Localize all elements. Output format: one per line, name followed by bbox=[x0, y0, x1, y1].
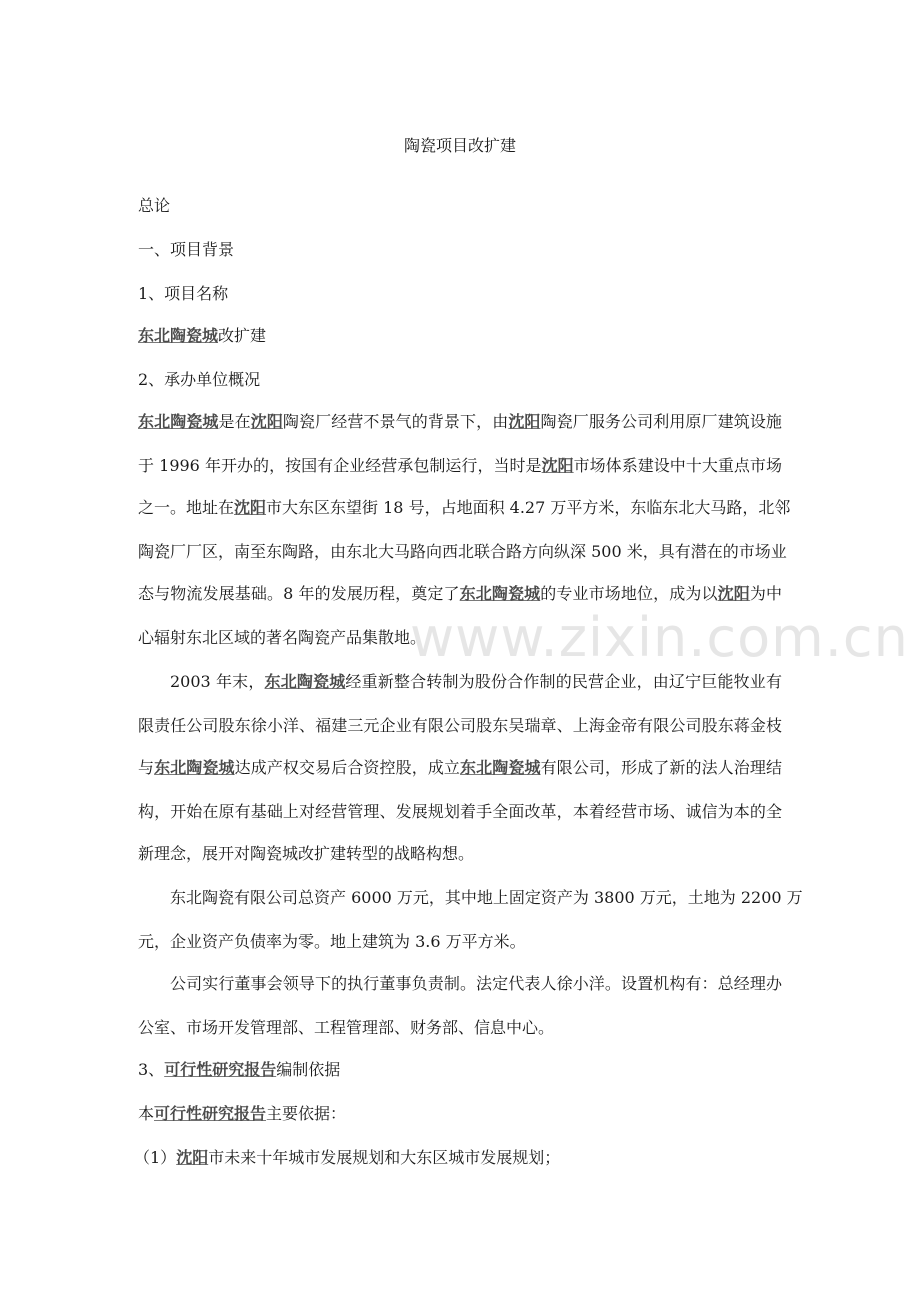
link-shenyang[interactable]: 沈阳 bbox=[250, 412, 283, 431]
text-span: 是在 bbox=[218, 412, 251, 431]
link-dongbei-ceramics-city[interactable]: 东北陶瓷城 bbox=[459, 584, 541, 603]
heading-organizer: 2、承办单位概况 bbox=[138, 370, 261, 389]
heading-feasibility-basis bbox=[138, 1060, 340, 1080]
text-span: 市大东区东望街 18 号，占地面积 4.27 万平方米，东临东北大马路，北邻 bbox=[266, 498, 791, 517]
link-dongbei-ceramics-city[interactable]: 东北陶瓷城 bbox=[154, 758, 235, 777]
p2-line-5: 新理念，展开对陶瓷城改扩建转型的战略构想。 bbox=[138, 844, 475, 863]
link-shenyang[interactable]: 沈阳 bbox=[234, 498, 267, 517]
p2-line-2: 限责任公司股东徐小洋、福建三元企业有限公司股东吴瑞章、上海金帝有限公司股东蒋金枝 bbox=[138, 716, 782, 735]
text-span: 为中 bbox=[749, 584, 782, 603]
p3-line-2: 元，企业资产负债率为零。地上建筑为 3.6 万平方米。 bbox=[138, 932, 526, 951]
p4-line-1: 公司实行董事会领导下的执行董事负责制。法定代表人徐小洋。设置机构有：总经理办 bbox=[170, 974, 782, 993]
link-shenyang[interactable]: 沈阳 bbox=[176, 1148, 209, 1167]
project-name-line bbox=[138, 326, 266, 346]
p1-line-6: 心辐射东北区域的著名陶瓷产品集散地。 bbox=[138, 628, 427, 647]
heading-project-name: 1、项目名称 bbox=[138, 284, 229, 303]
text-span: 陶瓷厂经营不景气的背景下，由 bbox=[282, 412, 509, 431]
p2-line-3 bbox=[138, 758, 782, 778]
text-span: 市场体系建设中十大重点市场 bbox=[573, 456, 782, 475]
text-span: 之一。地址在 bbox=[138, 498, 235, 517]
text-span: 2003 年末， bbox=[170, 672, 265, 691]
text-span: 主要依据： bbox=[266, 1104, 347, 1123]
text-span: （1） bbox=[134, 1148, 177, 1167]
text-span: 市未来十年城市发展规划和大东区城市发展规划； bbox=[208, 1148, 561, 1167]
text-span: 与 bbox=[138, 758, 155, 777]
p2-line-4: 构，开始在原有基础上对经营管理、发展规划着手全面改革，本着经营市场、诚信为本的全 bbox=[138, 802, 782, 821]
heading-background: 一、项目背景 bbox=[138, 240, 235, 259]
watermark: www.zixin.com.cn bbox=[410, 606, 909, 669]
basis-item-1 bbox=[134, 1148, 560, 1168]
link-shenyang[interactable]: 沈阳 bbox=[541, 456, 574, 475]
link-dongbei-ceramics-city[interactable]: 东北陶瓷城 bbox=[264, 672, 346, 691]
p1-line-5 bbox=[138, 584, 782, 604]
text-span: 改扩建 bbox=[218, 326, 267, 345]
p3-line-1: 东北陶瓷有限公司总资产 6000 万元，其中地上固定资产为 3800 万元，土地为 2200 万 bbox=[170, 888, 803, 907]
link-feasibility-report[interactable]: 可行性研究报告 bbox=[154, 1104, 267, 1123]
p1-line-3 bbox=[138, 498, 791, 518]
link-dongbei-ceramics-city[interactable]: 东北陶瓷城 bbox=[460, 758, 541, 777]
basis-intro bbox=[138, 1104, 346, 1124]
document-title: 陶瓷项目改扩建 bbox=[403, 136, 516, 155]
text-span: 态与物流发展基础。8 年的发展历程，奠定了 bbox=[138, 584, 460, 603]
text-span: 经重新整合转制为股份合作制的民营企业，由辽宁巨能牧业有 bbox=[345, 672, 782, 691]
text-span: 编制依据 bbox=[276, 1060, 341, 1079]
link-feasibility-report[interactable]: 可行性研究报告 bbox=[164, 1060, 277, 1079]
text-span: 有限公司，形成了新的法人治理结 bbox=[540, 758, 782, 777]
link-shenyang[interactable]: 沈阳 bbox=[717, 584, 750, 603]
link-dongbei-ceramics-city[interactable]: 东北陶瓷城 bbox=[138, 326, 219, 345]
heading-general: 总论 bbox=[138, 196, 171, 215]
text-span: 的专业市场地位，成为以 bbox=[540, 584, 718, 603]
p2-line-1 bbox=[170, 672, 782, 692]
text-span: 陶瓷厂服务公司利用原厂建筑设施 bbox=[540, 412, 782, 431]
p1-line-4: 陶瓷厂厂区，南至东陶路，由东北大马路向西北联合路方向纵深 500 米，具有潜在的市场业 bbox=[138, 542, 787, 561]
text-span: 于 1996 年开办的，按国有企业经营承包制运行，当时是 bbox=[138, 456, 542, 475]
p4-line-2: 公室、市场开发管理部、工程管理部、财务部、信息中心。 bbox=[138, 1018, 555, 1037]
link-dongbei-ceramics-city[interactable]: 东北陶瓷城 bbox=[138, 412, 219, 431]
p1-line-1 bbox=[138, 412, 782, 432]
text-span: 达成产权交易后合资控股，成立 bbox=[234, 758, 461, 777]
text-span: 3、 bbox=[138, 1060, 165, 1079]
text-span: 本 bbox=[138, 1104, 155, 1123]
p1-line-2 bbox=[138, 456, 782, 476]
link-shenyang[interactable]: 沈阳 bbox=[508, 412, 541, 431]
